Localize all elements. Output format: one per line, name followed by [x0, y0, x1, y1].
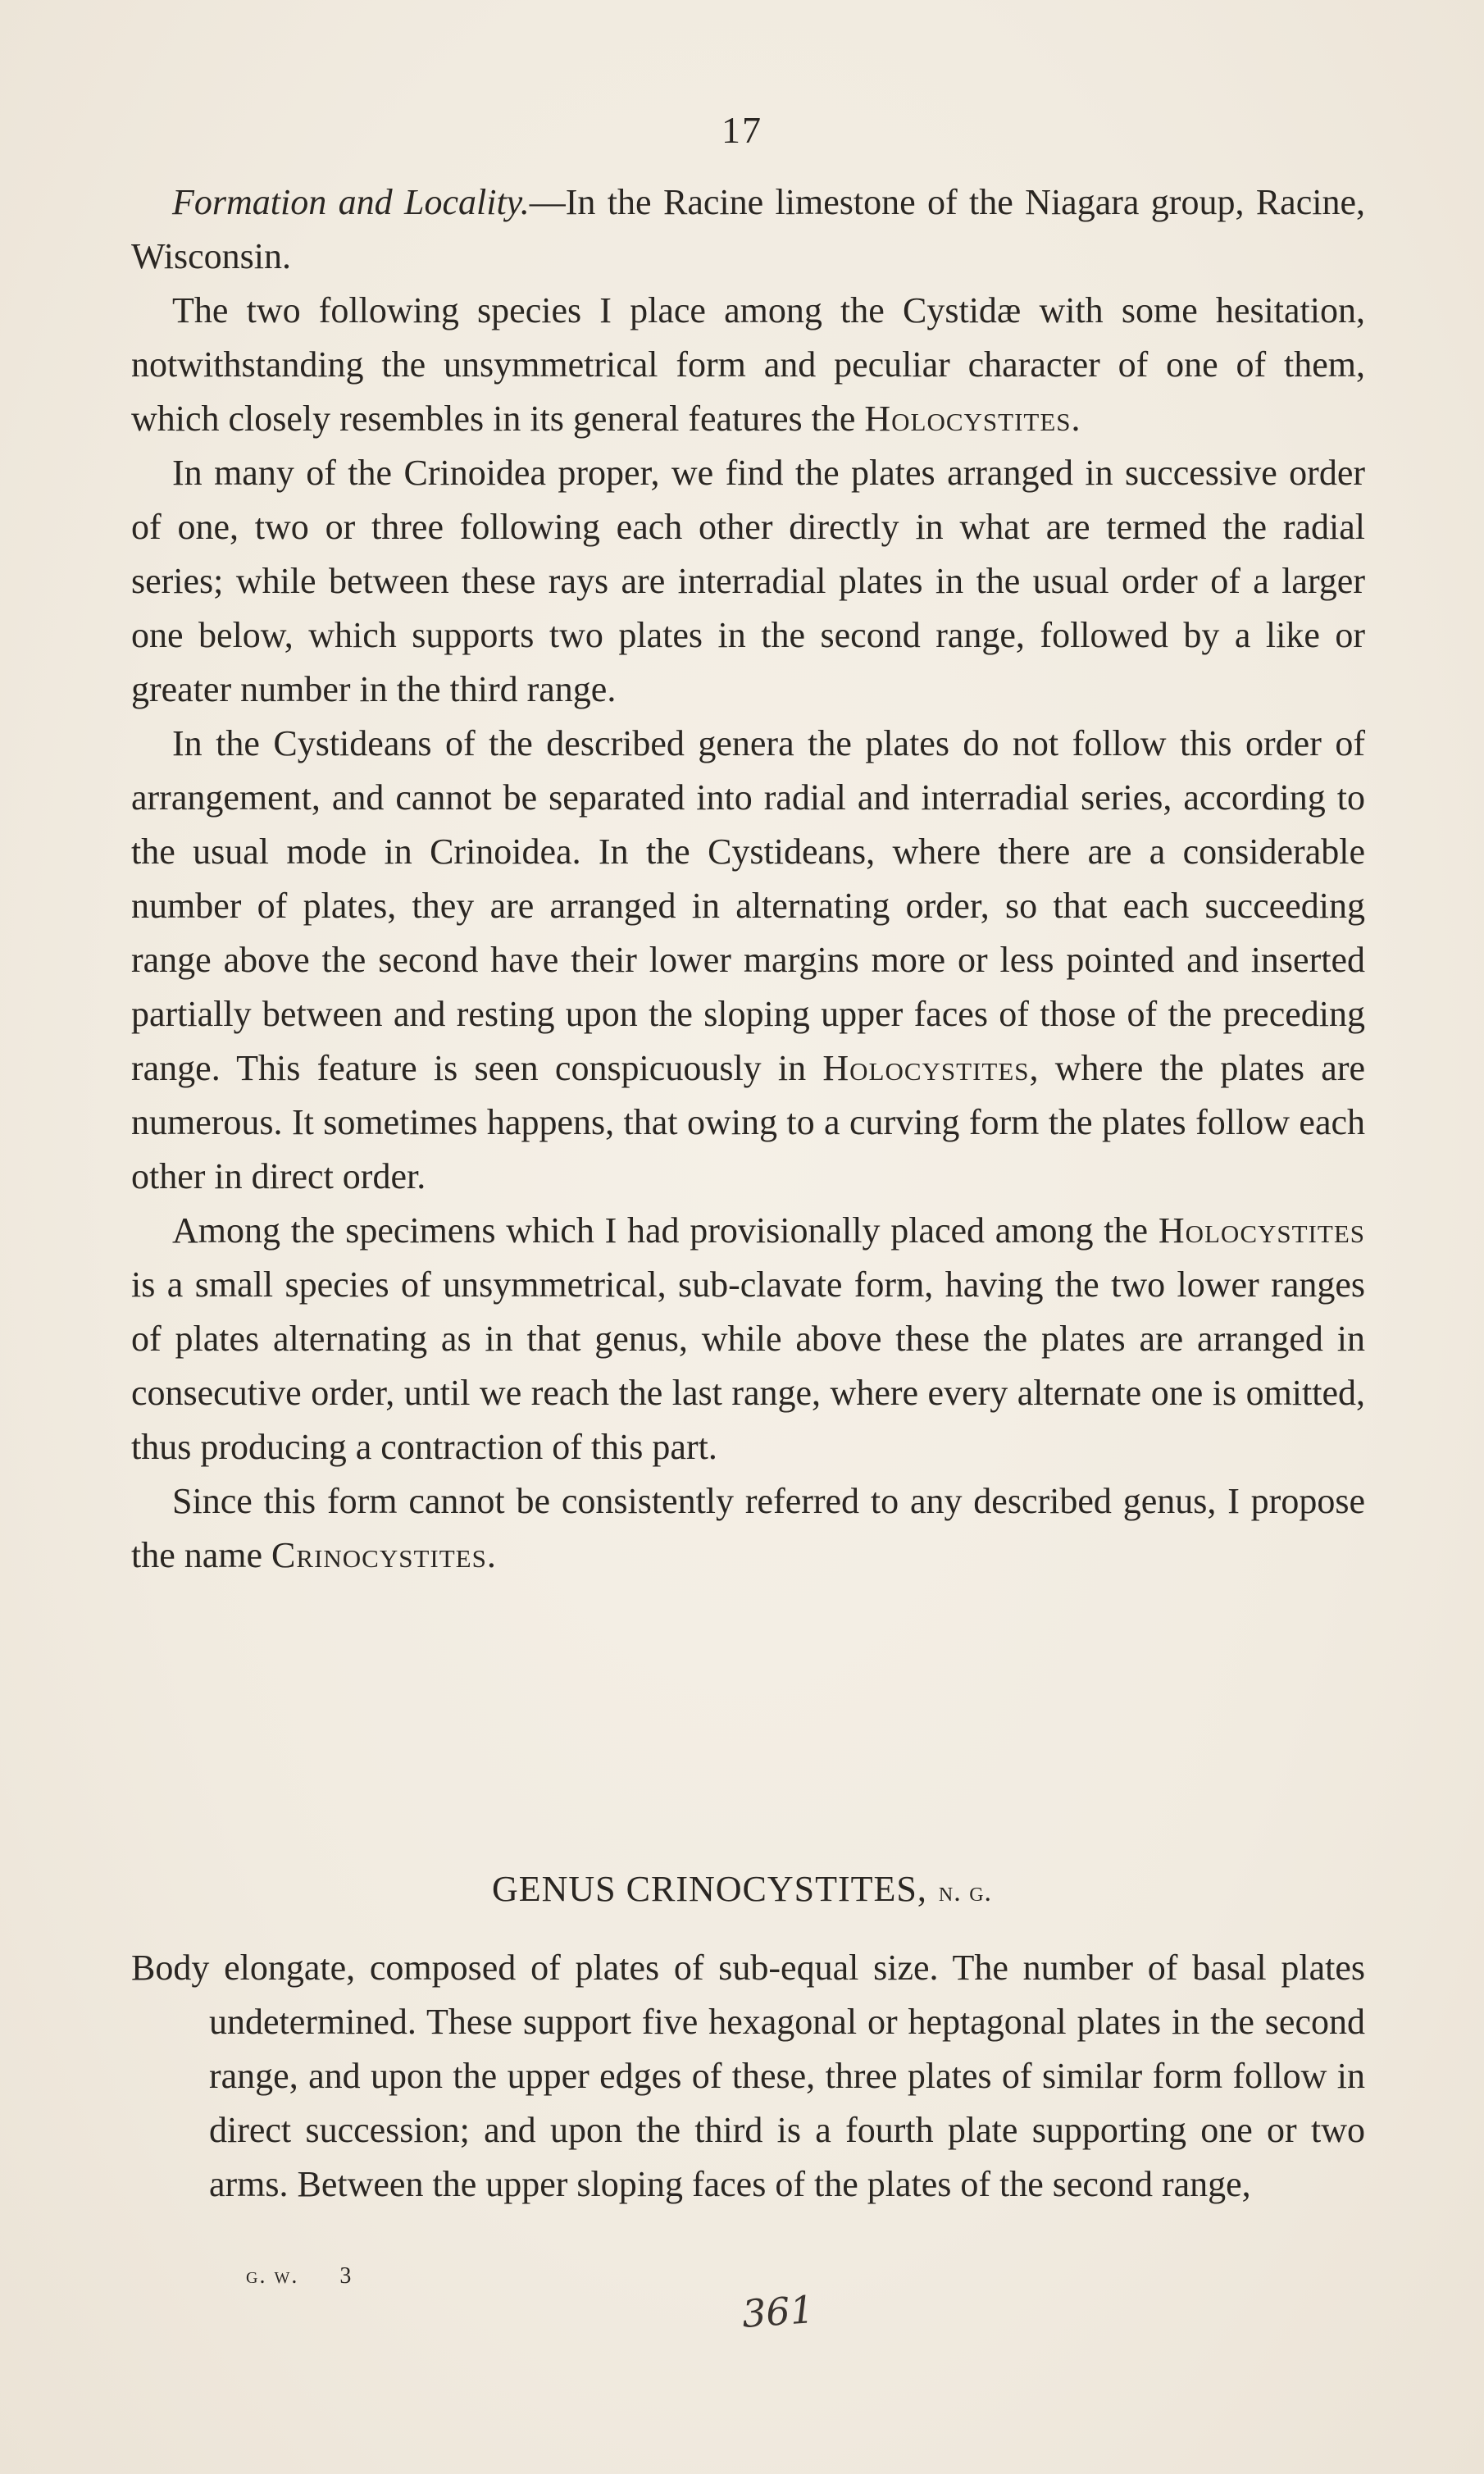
paragraph-crinoidea: [131, 446, 1365, 717]
genus-heading-abbr: n. g.: [938, 1877, 993, 1907]
paragraph-proposal: [131, 1474, 1365, 1583]
genus-heading-title: GENUS CRINOCYSTITES,: [491, 1869, 927, 1909]
paragraph-tail: is a small species of unsymmetrical, sub-clavate form, having the two lower ranges of plates alternating as in that genus, while above these the plates are arranged in consecutive order, until we reach the last range, where every alternate one is omitted, thus producing a contraction of this part.: [131, 1264, 1365, 1467]
paragraph-text: Since this form cannot be consistently referred to any described genus, I propose the name: [131, 1481, 1365, 1575]
genus-name: Holocystites: [864, 399, 1072, 439]
paragraph-text: The two following species I place among the Cystidæ with some hesitation, notwithstanding the unsymmetrical form and peculiar character of one of them, which closely resembles in its general features the: [131, 290, 1365, 439]
formation-heading: Formation and Locality.: [172, 182, 530, 222]
paragraph-text: —In the Racine limestone of the Niagara group, Racine, Wisconsin.: [131, 182, 1365, 276]
paragraph-text: In the Cystideans of the described genera the plates do not follow this order of arrangement, and cannot be separated into radial and interradial series, according to the usual mode in Crinoidea. In the Cystideans, where there are a considerable number of plates, they are arranged in alternating order, so that each succeeding range above the second have their lower margins more or less pointed and inserted partially between and resting upon the sloping upper faces of those of the preceding range. This feature is seen conspicuously in: [131, 723, 1365, 1088]
genus-name: Crinocystites: [271, 1535, 487, 1575]
paragraph-text: In many of the Crinoidea proper, we find the plates arranged in successive order of one, two or three following each other directly in what are termed the radial series; while between these rays are interradial plates in the usual order of a larger one below, which supports two plates in the second range, followed by a like or greater number in the third range.: [131, 453, 1365, 709]
handwritten-note: 361: [740, 2287, 816, 2336]
body-text: [131, 175, 1365, 1583]
genus-heading: [0, 1868, 1484, 1910]
signature-initials: g. w.: [246, 2263, 299, 2289]
genus-name: Holocystites: [822, 1048, 1030, 1088]
page-number: 17: [722, 109, 762, 151]
paragraph-tail: , where the plates are numerous. It sometimes happens, that owing to a curving form the plates follow each other in direct order.: [131, 1048, 1365, 1196]
paragraph-tail: .: [1071, 399, 1081, 439]
paragraph-cystidae: [131, 284, 1365, 446]
paragraph-specimens: [131, 1204, 1365, 1474]
signature-number: 3: [339, 2263, 353, 2289]
genus-name: Holocystites: [1158, 1210, 1365, 1251]
paragraph-formation: [131, 175, 1365, 284]
genus-description: [131, 1941, 1365, 2212]
genus-description-text: Body elongate, composed of plates of sub-equal size. The number of basal plates undetermined. These support five hexagonal or heptagonal plates in the second range, and upon the upper edges of these, three plates of similar form follow in direct succession; and upon the third is a fourth plate supporting one or two arms. Between the upper sloping faces of the plates of the second range,: [131, 1948, 1365, 2204]
paragraph-text: Among the specimens which I had provisionally placed among the: [172, 1210, 1159, 1251]
signature-mark: [246, 2263, 353, 2289]
paragraph-cystideans: [131, 717, 1365, 1204]
paragraph-tail: .: [486, 1535, 496, 1575]
